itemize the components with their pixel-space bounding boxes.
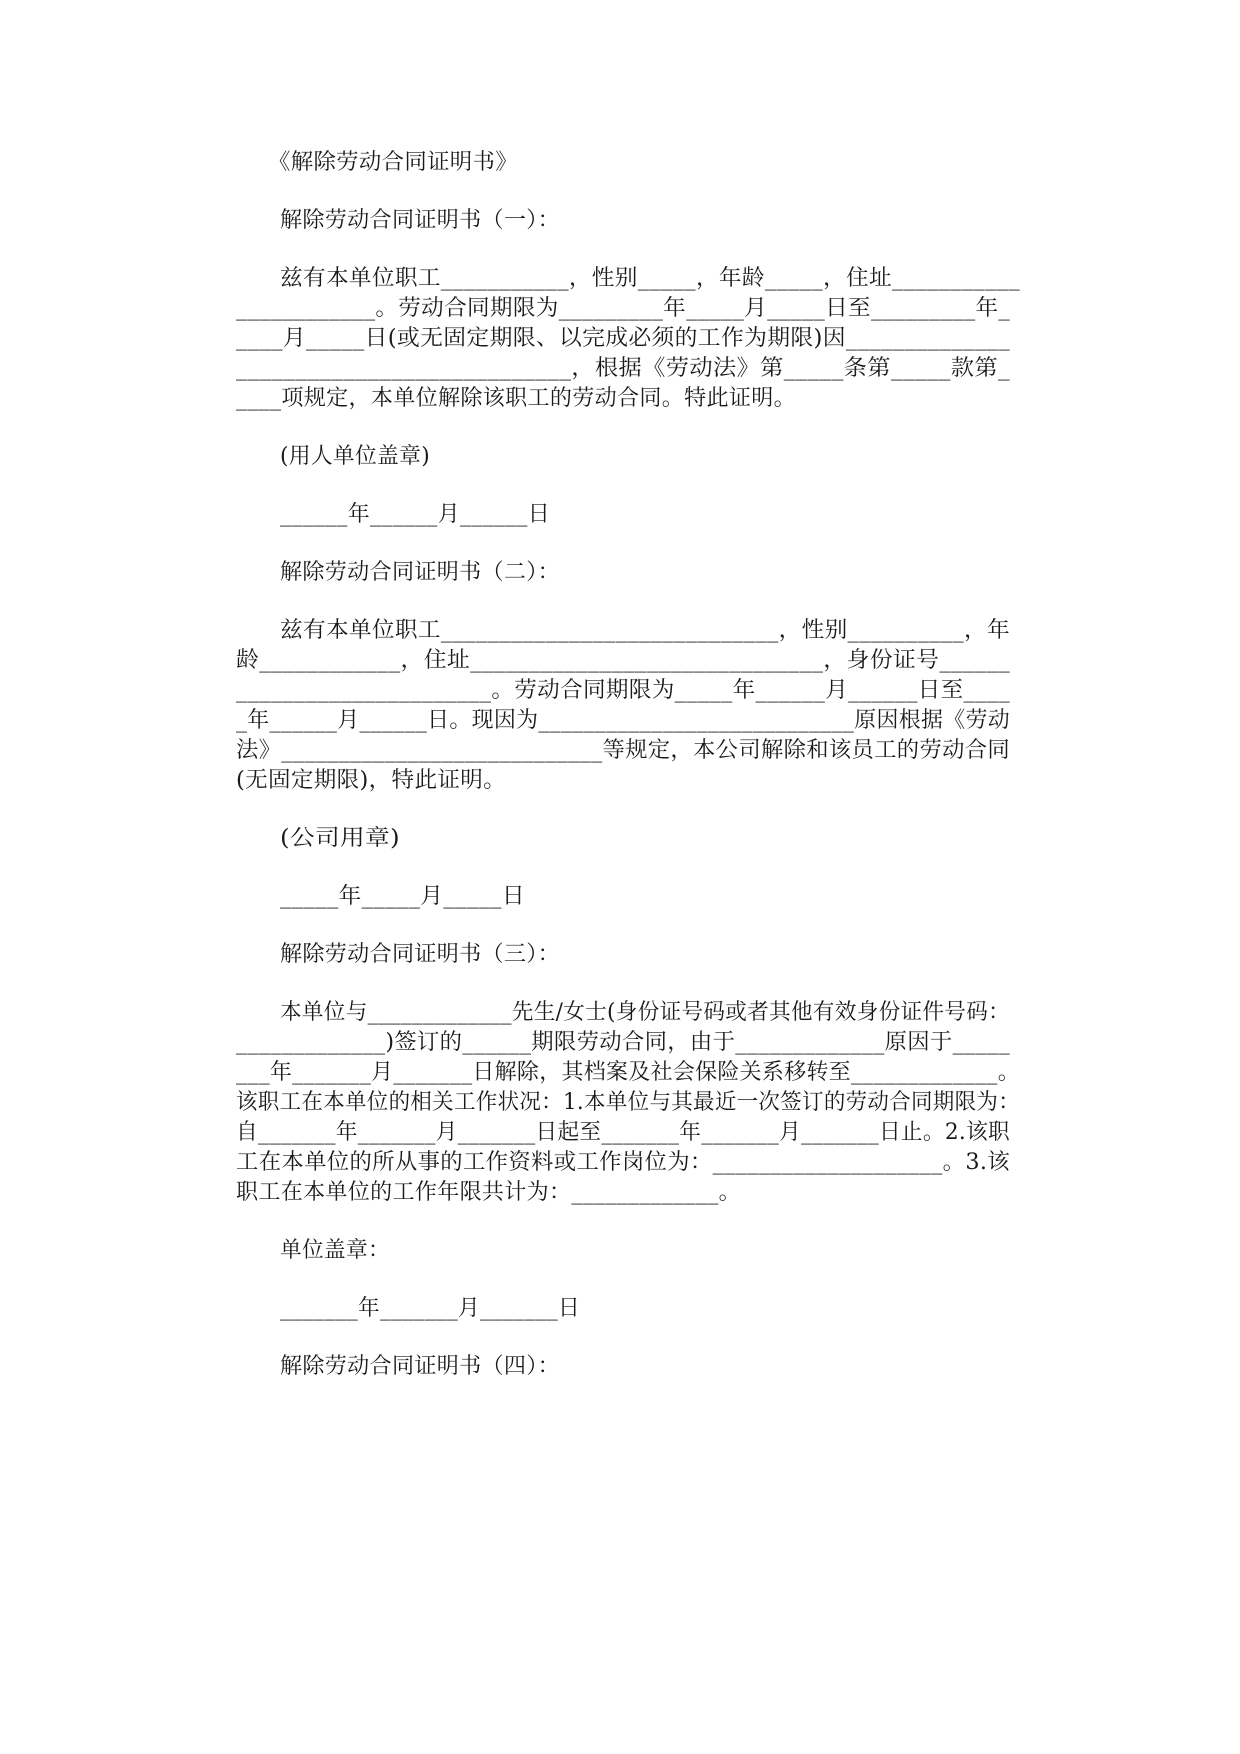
section-2-body-line: (无固定期限)，特此证明。: [236, 768, 507, 793]
seal-label-3: 单位盖章：: [280, 1238, 390, 1263]
section-1-body-line: 兹有本单位职工___________，性别_____，年龄_____，住址___________: [280, 266, 1021, 291]
date-line-1: ______年______月______日: [280, 502, 550, 527]
document-title: 《解除劳动合同证明书》: [268, 150, 518, 175]
section-3-body-line: 职工在本单位的工作年限共计为：_____________。: [236, 1180, 741, 1205]
section-heading-3: 解除劳动合同证明书（三）：: [280, 942, 560, 967]
seal-label-1: (用人单位盖章): [280, 444, 430, 469]
section-2-body-line: ______________________。劳动合同期限为_____年______月______日至____: [236, 678, 1010, 703]
date-line-2: _____年_____月_____日: [280, 884, 525, 909]
date-line-3: _______年_______月_______日: [280, 1296, 580, 1321]
section-3-body-line: _____________)签订的______期限劳动合同，由于_____________原因于_____: [236, 1030, 1010, 1055]
section-3-body-line: ___年_______月_______日解除，其档案及社会保险关系移转至_____________。: [236, 1060, 1020, 1085]
section-heading-4: 解除劳动合同证明书（四）：: [280, 1354, 560, 1379]
section-heading-1: 解除劳动合同证明书（一）：: [280, 208, 560, 233]
seal-label-2: (公司用章): [280, 826, 400, 851]
section-3-body-line: 工在本单位的所从事的工作资料或工作岗位为：____________________。3.该: [236, 1150, 1010, 1175]
section-heading-2: 解除劳动合同证明书（二）：: [280, 560, 560, 585]
section-3-body-line: 自_______年_______月_______日起至_______年_______月_______日止。2.该职: [236, 1120, 1010, 1145]
section-1-body-line: ____月_____日(或无固定期限、以完成必须的工作为期限)因______________: [236, 326, 1011, 351]
section-1-body-line: ____________________________，根据《劳动法》第_____条第_____款第_: [236, 356, 1010, 381]
section-2-body-line: _年______月______日。现因为____________________________原因根据《劳动: [236, 708, 1010, 733]
section-2-body-line: 法》____________________________等规定，本公司解除和该员工的劳动合同: [236, 738, 1010, 763]
section-1-body-line: ____________。劳动合同期限为_________年_____月_____日至_________年_: [236, 296, 1010, 321]
section-3-body-line: 本单位与_____________先生/女士(身份证号码或者其他有效身份证件号码：: [280, 1000, 1010, 1025]
section-2-body-line: 兹有本单位职工_____________________________，性别__________，年: [280, 618, 1010, 643]
section-1-body-line: ____项规定，本单位解除该职工的劳动合同。特此证明。: [236, 386, 796, 411]
section-2-body-line: 龄____________，住址______________________________，身份证号______: [236, 648, 1011, 673]
section-3-body-line: 该职工在本单位的相关工作状况：1.本单位与其最近一次签订的劳动合同期限为：: [236, 1090, 1020, 1115]
